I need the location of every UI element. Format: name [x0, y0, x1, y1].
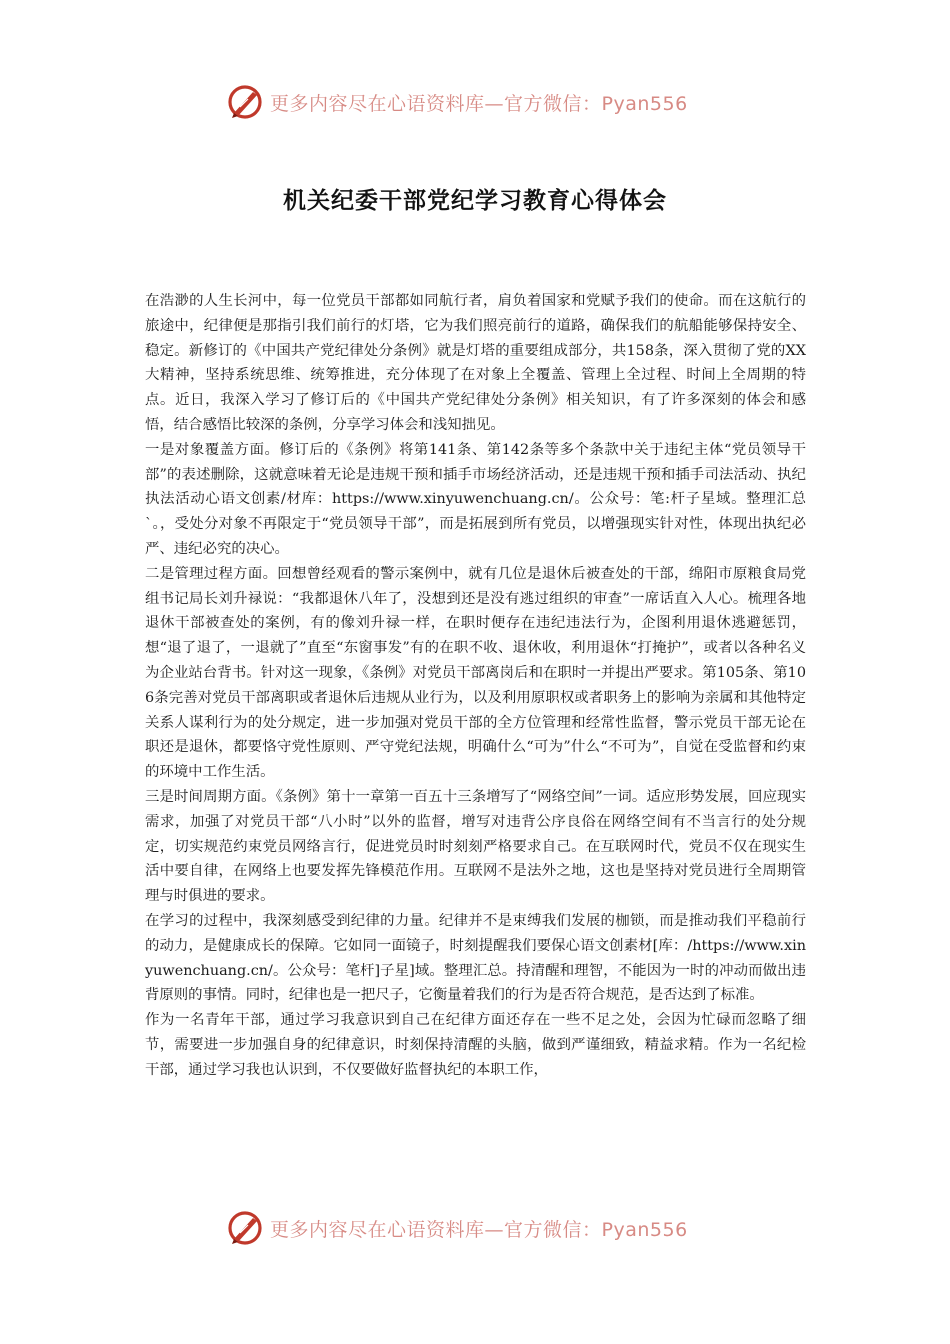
footer-banner: [226, 1208, 746, 1248]
paragraph: 一是对象覆盖方面。修订后的《条例》将第141条、第142条等多个条款中关于违纪主体“党员领导干部”的表述删除，这就意味着无论是违规干预和插手市场经济活动，还是违规干预和插手司法活动、执纪执法活动心语文创素/材库：https://www.xinyuwenchuang.cn/。公众号：笔:杆子星域。整理汇总`。，受处分对象不再限定于“党员领导干部”，而是拓展到所有党员，以增强现实针对性，体现出执纪必严、违纪必究的决心。: [145, 441, 806, 557]
pen-circle-logo-icon: [226, 83, 264, 121]
paragraph: 三是时间周期方面。《条例》第十一章第一百五十三条增写了“网络空间”一词。适应形势发展，回应现实需求，加强了对党员干部“八小时”以外的监督，增写对违背公序良俗在网络空间有不当言行的处分规定，切实规范约束党员网络言行，促进党员时时刻刻严格要求自己。在互联网时代，党员不仅在现实生活中要自律，在网络上也要发挥先锋模范作用。互联网不是法外之地，这也是坚持对党员进行全周期管理与时俱进的要求。: [145, 788, 806, 905]
document-title: 机关纪委干部党纪学习教育心得体会: [283, 187, 667, 214]
banner-text: 更多内容尽在心语资料库—官方微信：Pyan556: [270, 1218, 688, 1241]
wechat-id: Pyan556: [601, 92, 688, 115]
document-body: [145, 289, 806, 1083]
pen-circle-logo-icon: [226, 1209, 264, 1247]
paragraph: 在学习的过程中，我深刻感受到纪律的力量。纪律并不是束缚我们发展的枷锁，而是推动我们平稳前行的动力，是健康成长的保障。它如同一面镜子，时刻提醒我们要保心语文创素材[库：/https://www.xinyuwenchuang.cn/。公众号：笔杆]子星]域。整理汇总。持清醒和理智，不能因为一时的冲动而做出违背原则的事情。同时，纪律也是一把尺子，它衡量着我们的行为是否符合规范，是否达到了标准。: [145, 912, 806, 1004]
header-banner: [226, 82, 746, 122]
wechat-id: Pyan556: [601, 1218, 688, 1241]
banner-text: 更多内容尽在心语资料库—官方微信：Pyan556: [270, 92, 688, 115]
paragraph: 作为一名青年干部，通过学习我意识到自己在纪律方面还存在一些不足之处，会因为忙碌而忽略了细节，需要进一步加强自身的纪律意识，时刻保持清醒的头脑，做到严谨细致，精益求精。作为一名纪检干部，通过学习我也认识到，不仅要做好监督执纪的本职工作，: [145, 1012, 806, 1078]
paragraph: 在浩渺的人生长河中，每一位党员干部都如同航行者，肩负着国家和党赋予我们的使命。而在这航行的旅途中，纪律便是那指引我们前行的灯塔，它为我们照亮前行的道路，确保我们的航船能够保持安全、稳定。新修订的《中国共产党纪律处分条例》就是灯塔的重要组成部分，共158条，深入贯彻了党的XX大精神，坚持系统思维、统筹推进，充分体现了在对象上全覆盖、管理上全过程、时间上全周期的特点。近日，我深入学习了修订后的《中国共产党纪律处分条例》相关知识，有了许多深刻的体会和感悟，结合感悟比较深的条例，分享学习体会和浅知拙见。: [145, 293, 806, 433]
paragraph: 二是管理过程方面。回想曾经观看的警示案例中，就有几位是退休后被查处的干部，绵阳市原粮食局党组书记局长刘升禄说：“我都退休八年了，没想到还是没有逃过组织的审查”一席话直入人心。梳理各地退休干部被查处的案例，有的像刘升禄一样，在职时便存在违纪违法行为，企图利用退休逃避惩罚，想“退了退了，一退就了”直至“东窗事发”有的在职不收、退休收，利用退休“打掩护”，或者以各种名义为企业站台背书。针对这一现象，《条例》对党员干部离岗后和在职时一并提出严要求。第105条、第106条完善对党员干部离职或者退休后违规从业行为，以及利用原职权或者职务上的影响为亲属和其他特定关系人谋利行为的处分规定，进一步加强对党员干部的全方位管理和经常性监督，警示党员干部无论在职还是退休，都要恪守党性原则、严守党纪法规，明确什么“可为”什么“不可为”，自觉在受监督和约束的环境中工作生活。: [145, 565, 806, 781]
